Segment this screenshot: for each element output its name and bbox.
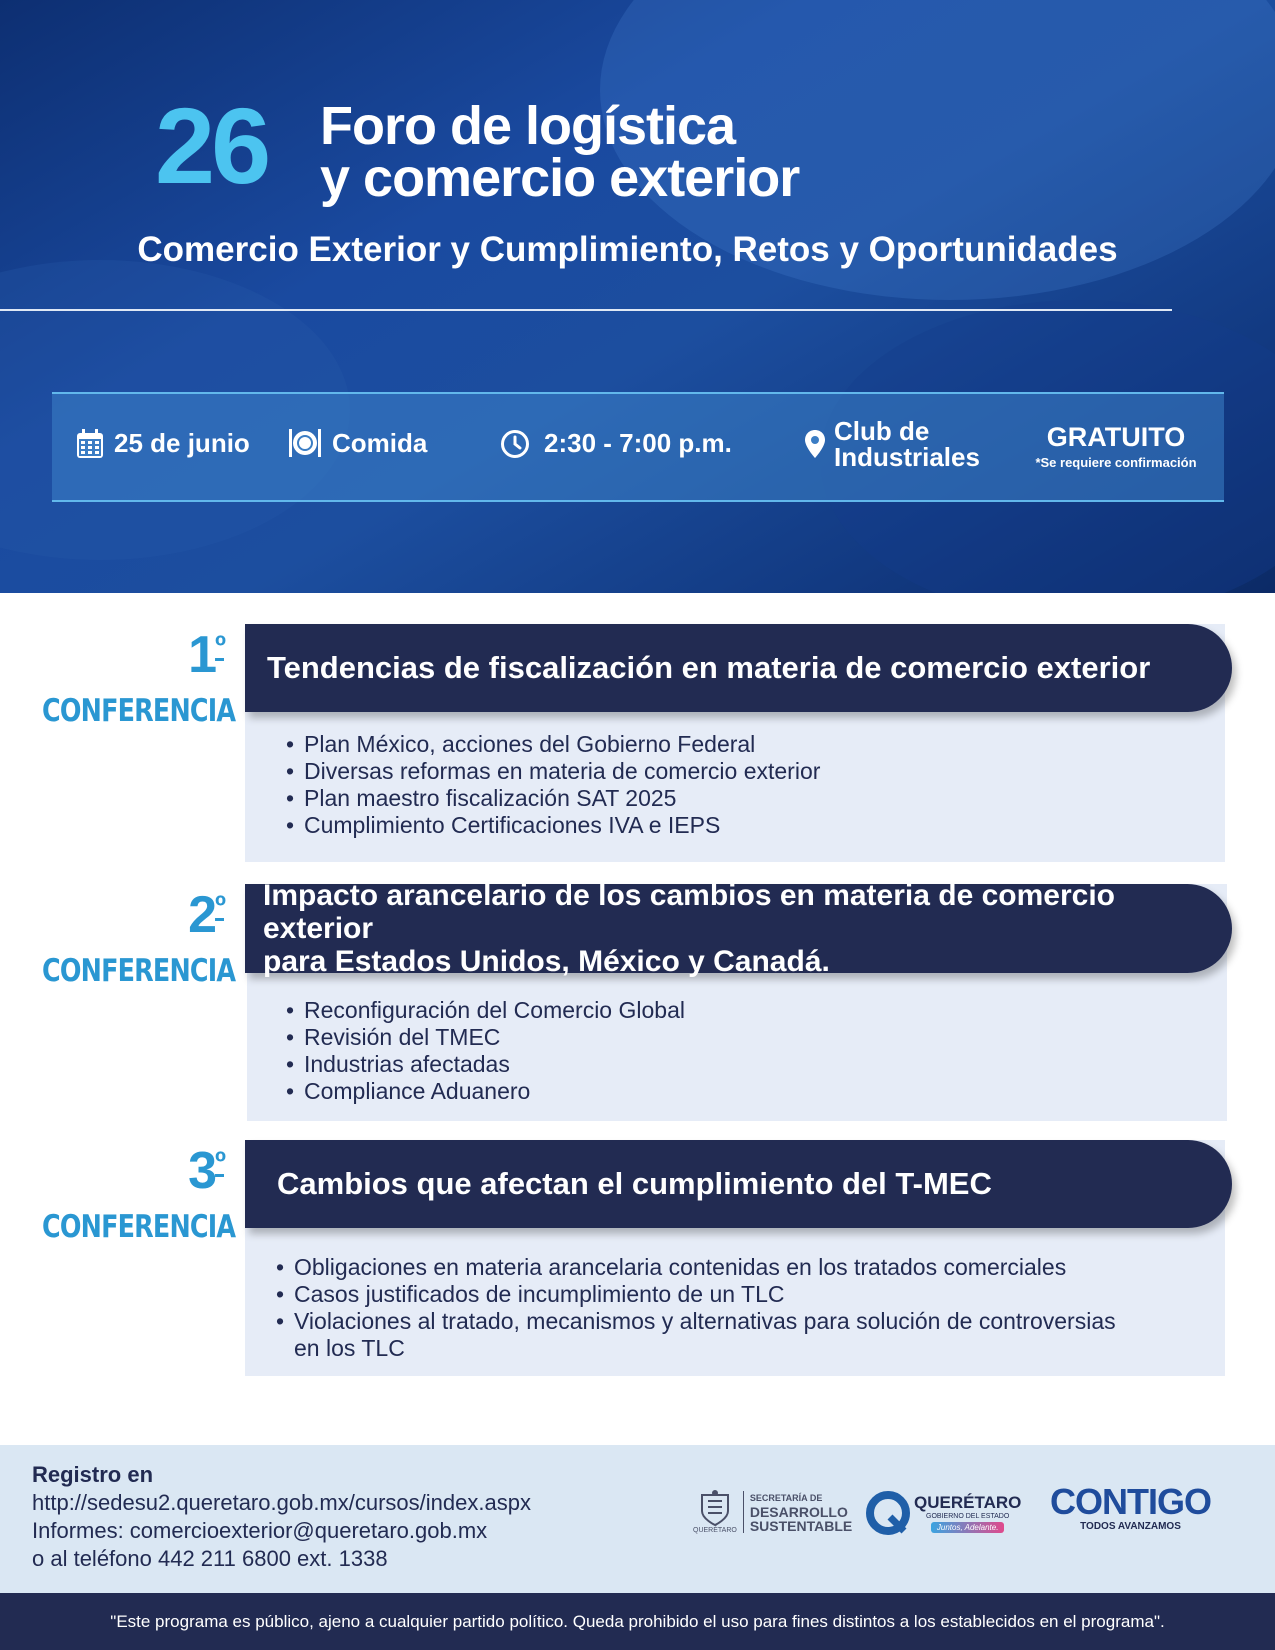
queretaro-logo: QUERÉTARO GOBIERNO DEL ESTADO Juntos, Adelante. [866,1491,1021,1535]
event-info-bar [52,392,1224,502]
time-info [500,428,732,459]
conference-1-topics [284,731,820,839]
conference-1-number: $1^º$ [188,626,224,684]
event-title: Foro de logística y comercio exterior [320,96,800,208]
event-subtitle: Comercio Exterior y Cumplimiento, Retos y Oportunidades [137,230,1118,269]
list-item: • Compliance Aduanero [284,1078,685,1105]
date-info [76,428,250,459]
list-item: • Plan México, acciones del Gobierno Federal [284,731,820,758]
list-item: • Industrias afectadas [284,1051,685,1078]
divider [0,309,1172,311]
list-item: • Diversas reformas en materia de comercio exterior [284,758,820,785]
conference-2-title: Impacto arancelario de los cambios en materia de comercio exterior para Estados Unidos, México y Canadá. [245,884,1232,973]
list-item: • Plan maestro fiscalización SAT 2025 [284,785,820,812]
date-text: 25 de junio [114,428,250,458]
clock-icon [500,429,530,459]
conference-3-number: $3^º$ [188,1142,224,1200]
conference-3-title: Cambios que afectan el cumplimiento del T-MEC [245,1140,1232,1228]
list-item: • Revisión del TMEC [284,1024,685,1051]
registration-heading: Registro en [32,1462,154,1487]
conference-1-label: CONFERENCIA [42,693,236,729]
time-text: 2:30 - 7:00 p.m. [544,428,732,458]
free-label: GRATUITO [1046,422,1186,452]
calendar-icon [76,429,104,459]
contact-phone: o al teléfono 442 211 6800 ext. 1338 [32,1546,388,1571]
conference-2-label: CONFERENCIA [42,953,236,989]
list-item: • Obligaciones en materia arancelaria contenidas en los tratados comerciales [274,1254,1116,1281]
queretaro-q-icon [866,1491,910,1535]
state-seal-icon [698,1489,732,1527]
meal-info [288,426,427,460]
location-pin-icon [804,429,826,459]
list-item-continuation: en los TLC [294,1335,405,1361]
registration-link[interactable]: http://sedesu2.queretaro.gob.mx/cursos/index.aspx [32,1490,531,1515]
header-banner [0,0,1275,593]
list-item: • Cumplimiento Certificaciones IVA e IEPS [284,812,820,839]
registration-info [32,1461,531,1573]
edition-number: 26 [155,85,268,206]
registration-footer [0,1445,1275,1593]
list-item: • Casos justificados de incumplimiento de un TLC [274,1281,1116,1308]
place-info [804,418,980,470]
confirmation-note: *Se requiere confirmación [1035,455,1197,470]
conference-2-topics [284,997,685,1105]
conference-2-number: $2^º$ [188,886,224,944]
list-item: • Reconfiguración del Comercio Global [284,997,685,1024]
conference-3-label: CONFERENCIA [42,1209,236,1245]
plate-icon [288,426,322,460]
list-item: • Violaciones al tratado, mecanismos y alternativas para solución de controversias [274,1308,1116,1335]
meal-text: Comida [332,427,428,458]
conference-3-topics [274,1254,1116,1362]
conference-1-title: Tendencias de fiscalización en materia de comercio exterior [245,624,1232,712]
contact-email[interactable]: Informes: comercioexterior@queretaro.gob.mx [32,1518,488,1543]
price-info [1018,422,1214,470]
legal-disclaimer: "Este programa es público, ajeno a cualquier partido político. Queda prohibido el uso para fines distintos a los establecidos en el programa". [0,1593,1275,1650]
sedesu-logo: QUERÉTARO SECRETARÍA DE DESARROLLO SUSTENTABLE [693,1489,852,1534]
place-text: Club de Industriales [834,416,980,472]
contigo-logo: CONTIGO TODOS AVANZAMOS [1050,1481,1211,1532]
